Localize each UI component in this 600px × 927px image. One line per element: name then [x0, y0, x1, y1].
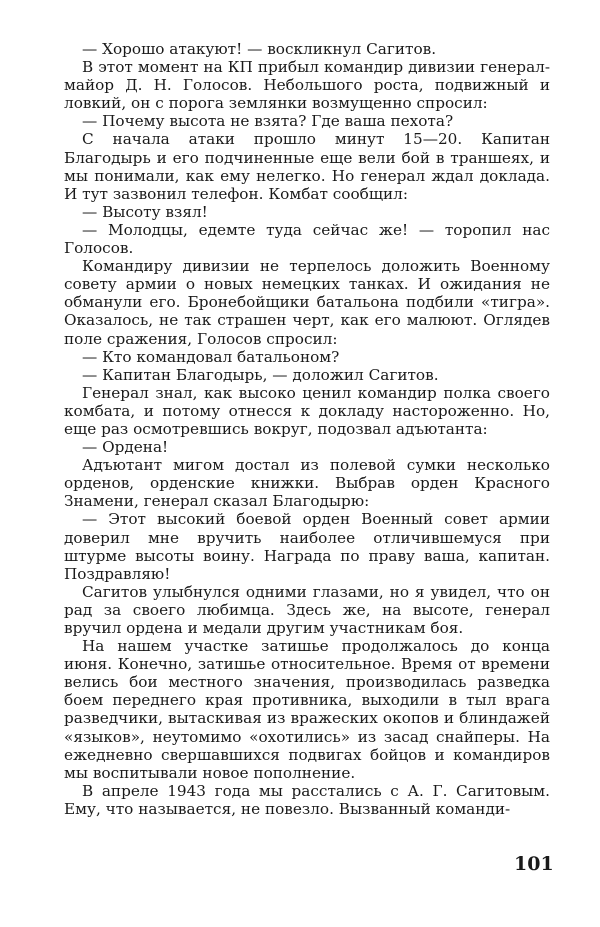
paragraph: Сагитов улыбнулся одними глазами, но я увидел, что он рад за своего любимца. Здесь же, на высоте, генерал вручил ордена и медали другим участникам боя.	[64, 582, 550, 637]
paragraph: Командиру дивизии не терпелось доложить Военному совету армии о новых немецких танках. И ожидания не обманули его. Бронебойщики батальона подбили «тигра». Оказалось, не так страшен черт, как его малюют. Оглядев поле сражения, Голосов спросил:	[64, 257, 550, 348]
paragraph: — Молодцы, едемте туда сейчас же! — торопил нас Голосов.	[64, 220, 550, 258]
paragraph: — Ордена!	[82, 438, 169, 457]
paragraph: В этот момент на КП прибыл командир дивизии генерал-майор Д. Н. Голосов. Небольшого роста, подвижный и ловкий, он с порога землянки возмущенно спросил:	[64, 58, 550, 113]
paragraph: — Кто командовал батальоном?	[82, 347, 340, 366]
paragraph: На нашем участке затишье продолжалось до конца июня. Конечно, затишье относительное. Время от времени велись бои местного значения, производилась разведка боем переднего края противника, выходили в тыл врага разведчики, вытаскивая из вражеских окопов и блиндажей «языков», неутомимо «охотились» из засад снайперы. На ежедневно свершавшихся подвигах бойцов и командиров мы воспитывали новое пополнение.	[64, 637, 550, 782]
page-text	[64, 40, 550, 818]
page-number: 101	[514, 853, 554, 875]
paragraph: — Этот высокий боевой орден Военный совет армии доверил мне вручить наиболее отличившемуся при штурме высоты воину. Награда по праву ваша, капитан. Поздравляю!	[64, 510, 550, 583]
paragraph: — Хорошо атакуют! — воскликнул Сагитов.	[82, 40, 437, 58]
paragraph: — Почему высота не взята? Где ваша пехота?	[82, 112, 454, 131]
paragraph: В апреле 1943 года мы расстались с А. Г. Сагитовым. Ему, что называется, не повезло. Вызванный команди-	[64, 781, 550, 818]
paragraph: — Высоту взял!	[82, 202, 208, 221]
paragraph: С начала атаки прошло минут 15—20. Капитан Благодырь и его подчиненные еще вели бой в траншеях, и мы понимали, как ему нелегко. Но генерал ждал доклада. И тут зазвонил телефон. Комбат сообщил:	[64, 130, 550, 203]
paragraph: Адъютант мигом достал из полевой сумки несколько орденов, орденские книжки. Выбрав орден Красного Знамени, генерал сказал Благодырю:	[64, 456, 550, 511]
paragraph: — Капитан Благодырь, — доложил Сагитов.	[82, 365, 439, 384]
paragraph: Генерал знал, как высоко ценил командир полка своего комбата, и потому отнесся к докладу настороженно. Но, еще раз осмотревшись вокруг, подозвал адъютанта:	[64, 383, 550, 438]
